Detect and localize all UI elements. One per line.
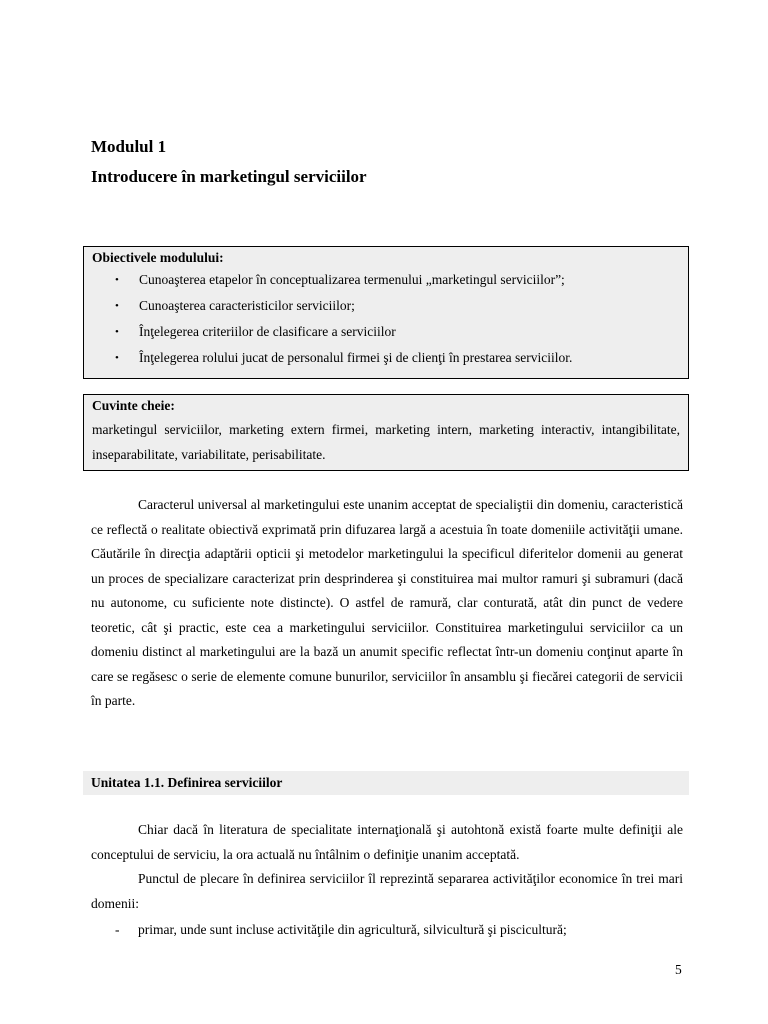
objective-item xyxy=(92,293,680,319)
section-paragraph-2: Punctul de plecare în definirea serviciilor îl reprezintă separarea activităţilor economice în trei mari domenii: xyxy=(91,871,683,911)
objective-item xyxy=(92,319,680,345)
section-heading: Unitatea 1.1. Definirea serviciilor xyxy=(83,771,689,795)
objective-text: Cunoaşterea etapelor în conceptualizarea termenului „marketingul serviciilor”; xyxy=(139,272,565,287)
objective-item xyxy=(92,267,680,293)
keywords-heading: Cuvinte cheie: xyxy=(92,398,175,413)
objective-text: Înţelegerea rolului jucat de personalul firmei şi de clienţi în prestarea serviciilor. xyxy=(139,350,573,365)
section-paragraph-block-2 xyxy=(91,867,683,916)
objectives-list xyxy=(92,267,680,371)
intro-paragraph: Caracterul universal al marketingului este unanim acceptat de specialiştii din domeniu, caracteristică ce reflectă o realitate obiectivă exprimată prin difuzarea largă a acestuia în toate domeniile activităţii umane. Căutările în direcţia adaptării opticii şi metodelor marketingului la specificul diferitelor domenii au generat un proces de specializare caracterizat prin desprinderea şi constituirea mai multor ramuri şi subramuri (dacă nu autonome, cu suficiente note distincte). O astfel de ramură, clar conturată, atât din punct de vedere teoretic, cât şi practic, este cea a marketingului serviciilor. Constituirea marketingului serviciilor ca un domeniu distinct al marketingului are la bază un anumit specific reflectat într-un domeniu conţinut aparte în care se regăsesc o serie de elemente comune bunurilor, serviciilor în ansamblu şi fiecărei categorii de servicii în parte. xyxy=(91,497,683,708)
objective-text: Cunoaşterea caracteristicilor serviciilor; xyxy=(139,298,355,313)
objective-item xyxy=(92,345,680,371)
bullet-icon: • xyxy=(115,300,119,312)
keywords-text: marketingul serviciilor, marketing extern firmei, marketing intern, marketing interactiv, intangibilitate, inseparabilitate, variabilitate, perisabilitate. xyxy=(92,422,680,462)
bullet-icon: • xyxy=(115,326,119,338)
bullet-icon: • xyxy=(115,274,119,286)
bullet-icon: • xyxy=(115,352,119,364)
module-title: Introducere în marketingul serviciilor xyxy=(91,167,367,186)
section-paragraph-1: Chiar dacă în literatura de specialitate internaţională şi autohtonă există foarte multe definiţii ale conceptului de serviciu, la ora actuală nu întâlnim o definiţie unanim acceptată. xyxy=(91,822,683,862)
intro-paragraph-block xyxy=(91,493,683,714)
page-number: 5 xyxy=(675,962,682,977)
list-item-text: primar, unde sunt incluse activităţile din agricultură, silvicultură şi piscicultură; xyxy=(138,922,567,937)
objective-text: Înţelegerea criteriilor de clasificare a serviciilor xyxy=(139,324,396,339)
module-number: Modulul 1 xyxy=(91,137,167,156)
list-dash: - xyxy=(115,922,120,937)
section-paragraph-block-1 xyxy=(91,818,683,867)
objectives-heading: Obiectivele modulului: xyxy=(92,250,224,265)
keywords-box xyxy=(83,394,689,471)
objectives-box xyxy=(83,246,689,379)
